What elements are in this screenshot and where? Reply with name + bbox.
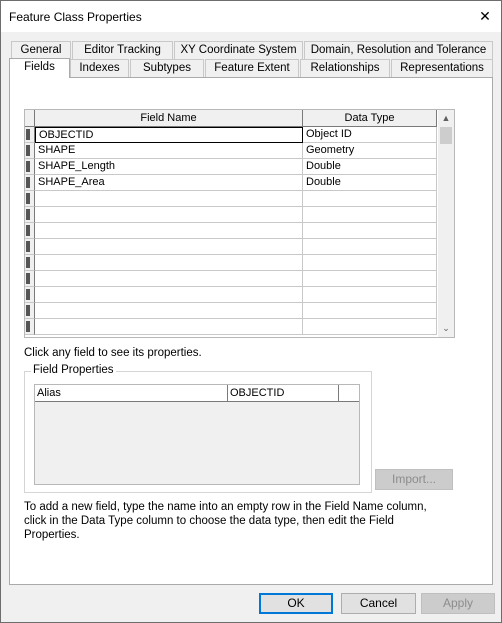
field-name-cell[interactable] xyxy=(35,303,303,319)
row-selector-marker xyxy=(26,129,30,140)
field-properties-grid xyxy=(34,384,360,485)
data-type-cell[interactable] xyxy=(303,239,437,255)
tab-general[interactable]: General xyxy=(11,41,71,59)
field-name-cell[interactable]: SHAPE_Length xyxy=(35,159,303,175)
row-selector-marker xyxy=(26,225,30,236)
scroll-thumb[interactable] xyxy=(440,127,452,144)
import-button[interactable]: Import... xyxy=(375,469,453,490)
field-name-cell[interactable] xyxy=(35,271,303,287)
row-selector[interactable] xyxy=(25,223,35,239)
data-type-cell[interactable]: Geometry xyxy=(303,143,437,159)
row-selector[interactable] xyxy=(25,239,35,255)
data-type-cell[interactable] xyxy=(303,255,437,271)
row-selector-marker xyxy=(26,209,30,220)
close-icon[interactable]: ✕ xyxy=(479,8,491,24)
row-selector-marker xyxy=(26,305,30,316)
row-selector-marker xyxy=(26,289,30,300)
row-selector-marker xyxy=(26,241,30,252)
tab-editor-tracking[interactable]: Editor Tracking xyxy=(72,41,173,59)
property-name-cell[interactable]: Alias xyxy=(35,385,228,402)
row-selector[interactable] xyxy=(25,303,35,319)
ok-button[interactable]: OK xyxy=(259,593,333,614)
row-selector-marker xyxy=(26,257,30,268)
data-type-cell[interactable]: Double xyxy=(303,159,437,175)
data-type-cell[interactable] xyxy=(303,287,437,303)
row-selector[interactable] xyxy=(25,175,35,191)
row-selector[interactable] xyxy=(25,319,35,335)
field-name-cell[interactable] xyxy=(35,239,303,255)
tab-feature-extent[interactable]: Feature Extent xyxy=(205,59,299,77)
field-name-cell[interactable] xyxy=(35,255,303,271)
row-selector-marker xyxy=(26,321,30,332)
property-extra-cell[interactable] xyxy=(339,385,359,402)
hint-text: Click any field to see its properties. xyxy=(24,347,202,359)
data-type-cell[interactable]: Double xyxy=(303,175,437,191)
row-selector[interactable] xyxy=(25,207,35,223)
apply-button[interactable]: Apply xyxy=(421,593,495,614)
data-type-cell[interactable] xyxy=(303,207,437,223)
row-selector-marker xyxy=(26,145,30,156)
cancel-button[interactable]: Cancel xyxy=(341,593,416,614)
field-name-cell[interactable] xyxy=(35,207,303,223)
grid-corner xyxy=(25,110,35,127)
field-name-cell[interactable]: SHAPE_Area xyxy=(35,175,303,191)
data-type-cell[interactable] xyxy=(303,303,437,319)
tab-domain-resolution-tolerance[interactable]: Domain, Resolution and Tolerance xyxy=(304,41,493,59)
tab-indexes[interactable]: Indexes xyxy=(70,59,129,77)
fields-tab-panel xyxy=(9,77,493,585)
field-name-cell[interactable] xyxy=(35,191,303,207)
tab-xy-coordinate-system[interactable]: XY Coordinate System xyxy=(174,41,303,59)
instructions-text: To add a new field, type the name into an empty row in the Field Name column, click in the Data Type column to choose the data type, then edit the Field Properties. xyxy=(24,501,427,541)
column-header-field-name[interactable]: Field Name xyxy=(35,110,303,127)
data-type-cell[interactable]: Object ID xyxy=(303,127,437,143)
data-type-cell[interactable] xyxy=(303,271,437,287)
row-selector-marker xyxy=(26,161,30,172)
tab-subtypes[interactable]: Subtypes xyxy=(130,59,204,77)
field-name-cell[interactable] xyxy=(35,223,303,239)
field-name-cell[interactable]: OBJECTID xyxy=(35,127,303,143)
row-selector[interactable] xyxy=(25,127,35,143)
data-type-cell[interactable] xyxy=(303,223,437,239)
grid-vertical-scrollbar[interactable] xyxy=(438,110,454,337)
column-header-data-type[interactable]: Data Type xyxy=(303,110,437,127)
row-selector[interactable] xyxy=(25,271,35,287)
field-name-cell[interactable]: SHAPE xyxy=(35,143,303,159)
row-selector[interactable] xyxy=(25,191,35,207)
row-selector-marker xyxy=(26,193,30,204)
fields-grid xyxy=(24,109,455,338)
scroll-up-icon[interactable]: ▲ xyxy=(441,113,451,123)
data-type-cell[interactable] xyxy=(303,319,437,335)
data-type-cell[interactable] xyxy=(303,191,437,207)
scroll-down-icon[interactable]: ⌄ xyxy=(442,323,450,333)
row-selector[interactable] xyxy=(25,143,35,159)
tab-relationships[interactable]: Relationships xyxy=(300,59,390,77)
row-selector[interactable] xyxy=(25,255,35,271)
title-bar xyxy=(1,1,501,32)
field-name-cell[interactable] xyxy=(35,319,303,335)
property-value-cell[interactable]: OBJECTID xyxy=(228,385,339,402)
field-name-cell[interactable] xyxy=(35,287,303,303)
field-properties-legend: Field Properties xyxy=(33,364,114,376)
window-title: Feature Class Properties xyxy=(9,10,142,24)
row-selector-marker xyxy=(26,177,30,188)
row-selector-marker xyxy=(26,273,30,284)
tab-fields[interactable]: Fields xyxy=(9,58,70,78)
tab-representations[interactable]: Representations xyxy=(391,59,493,77)
row-selector[interactable] xyxy=(25,287,35,303)
row-selector[interactable] xyxy=(25,159,35,175)
